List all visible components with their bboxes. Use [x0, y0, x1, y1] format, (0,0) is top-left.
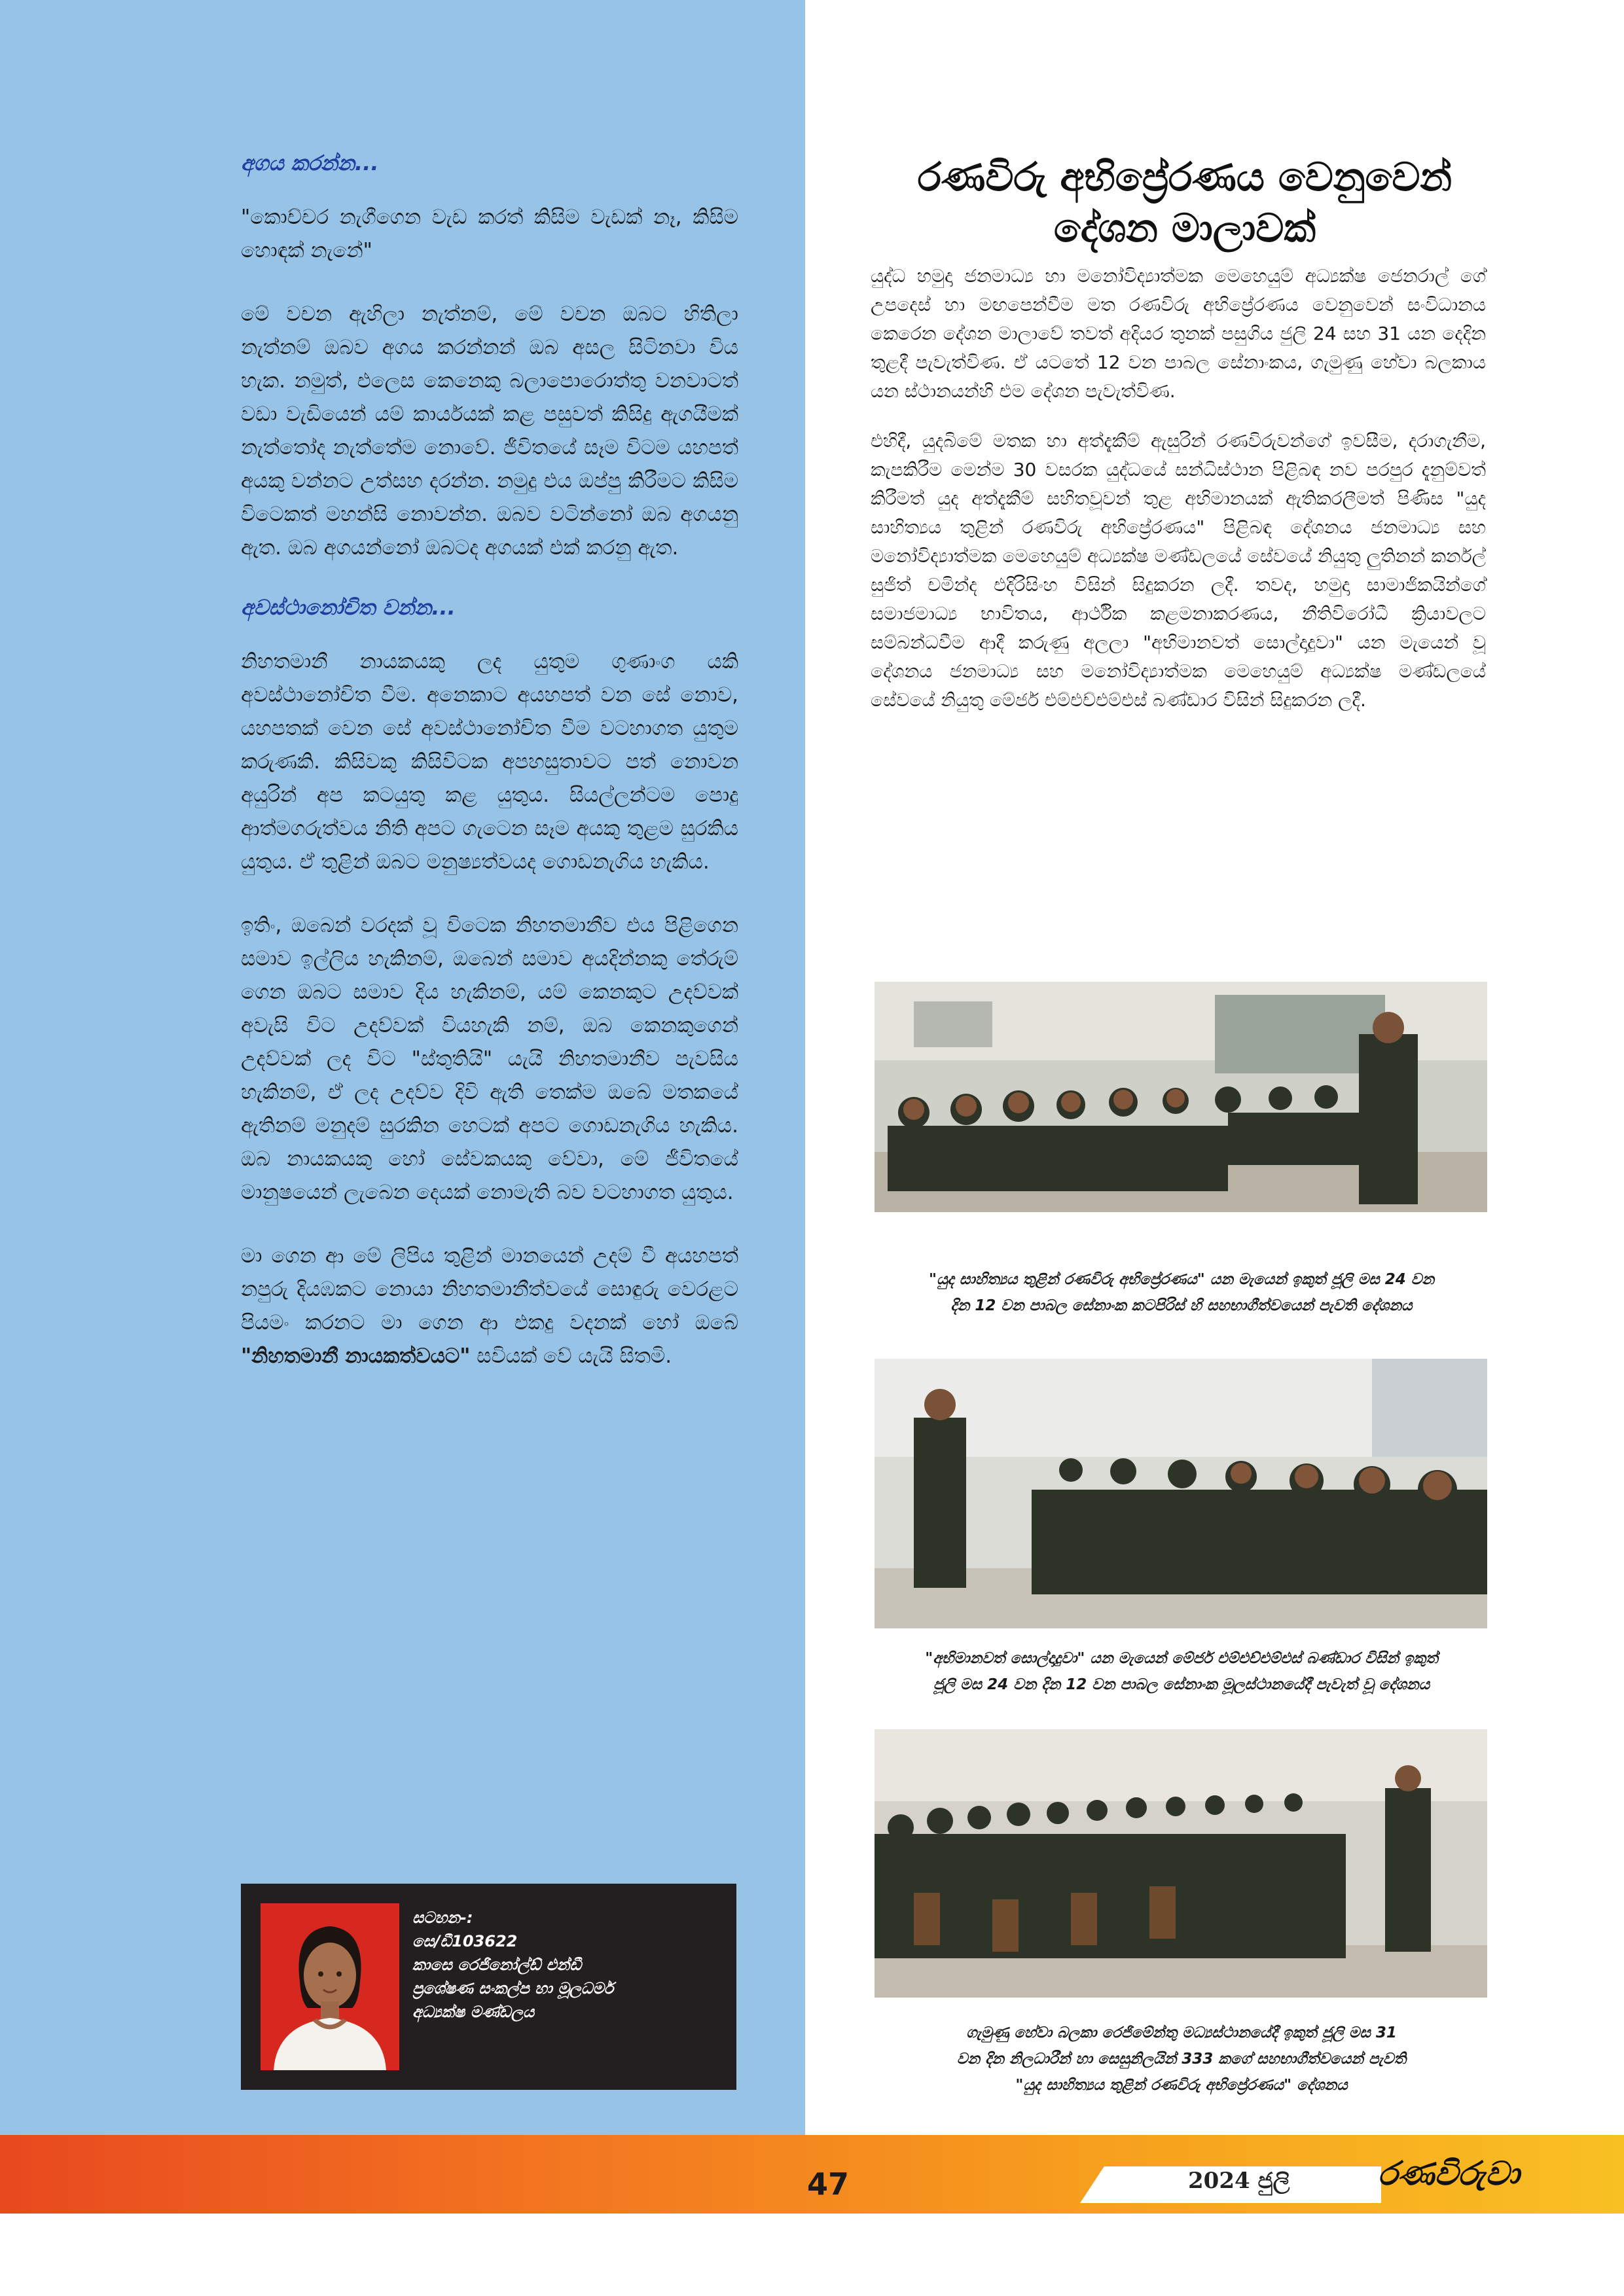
photo-2-caption-line-1: "අභිමානවත් සොල්දාදුවා" යන මැයෙන් මේජර් එම්එච්එම්එස් බණ්ඩාර විසින් ඉකුත් — [925, 1650, 1438, 1667]
author-box — [241, 1884, 736, 2090]
author-photo — [261, 1903, 399, 2070]
article-title-line-2: දේශන මාලාවක් — [1053, 206, 1316, 251]
photo-3-caption — [857, 2020, 1506, 2098]
article-title — [844, 152, 1525, 254]
author-info — [412, 1906, 613, 2024]
author-rank-name: කාසෙ රෙජිනෝල්ඩ් එන්ඩී — [412, 1956, 582, 1974]
lecture-photo-3 — [875, 1729, 1487, 1998]
author-id: සෙ/ඩී103622 — [412, 1932, 518, 1950]
closing-text-start: මා ගෙන ආ මේ ලිපිය තුළින් මානයෙන් උදම් වී අයහපත් නපුරු දියඹකට නොයා නිහතමානීත්වයේ සොඳුරු වෙරළට පියමං කරනට මා ගෙන ආ එකදු වදනක් හෝ ඔබේ — [241, 1244, 738, 1335]
page-number: 47 — [806, 2166, 849, 2202]
photo-3-caption-line-2: වන දින නිලධාරීන් හා සෙසුනිලයින් 333 කගේ සහභාගීත්වයෙන් පැවති — [956, 2051, 1407, 2068]
author-unit-line-1: ප්‍රශේෂණ සංකල්ප හා මූලධර්ම — [412, 1979, 614, 1998]
timely-paragraph-2: ඉතිං, ඔබෙන් වරදක් වූ විටෙක නිහතමානීව එය පිළිගෙන සමාව ඉල්ලිය හැකිනම්, ඔබෙන් සමාව අයදින්නකු තේරුම් ගෙන ඔබට සමාව දිය හැකිනම්, යම් කෙනකුට උදව්වක් අවැසි විට උදව්වක් වියහැකි නම්, ඔබ කෙනකුගෙන් උදව්වක් ලද විට "ස්තුතියි" යැයි නිහතමානීව පැවසිය හැකිනම්, ඒ ලද උදව්ව දිවි ඇති තෙක්ම ඔබේ මතකයේ ඇතිනම් මනුදම් සුරකින හෙටක් අපට ගොඩනැගිය හැකිය. ඔබ නායකයකු හෝ සේවකයකු වේවා, මේ ජීවිතයේ මානුෂයෙන් ලැබෙන දෙයක් නොමැති බව වටහාගත යුතුය. — [241, 914, 738, 1204]
quote-paragraph: "කොච්චර නැගීගෙන වැඩ කරත් කිසිම වැඩක් නෑ, කිසිම හොඳක් නැනේ" — [241, 206, 738, 262]
photo-1-caption-line-2: දින 12 වන පාබල සේනාංක කටපිරිස් හි සහභාගීත්වයෙන් පැවති දේශනය — [950, 1297, 1413, 1314]
lecture-paragraph-2: එහිදී, යුදබිමේ මතක හා අත්දැකීම් ඇසුරින් රණවිරුවන්ගේ ඉවසීම, දරාගැනීම, කැපකිරීම මෙන්ම 30 වසරක යුද්ධයේ සන්ධිස්ථාන පිළිබඳ නව පරපුර දැනුම්වත් කිරීමත් යුද අත්දැකීම් සහිතවූවන් තුළ අභිමානයක් ඇතිකරලීමත් පිණිස "යුද සාහිත්‍යය තුළින් රණවිරු අභිප්‍රේරණය" පිළිබඳ දේශනය ජනමාධ්‍ය සහ මනෝවිද්‍යාත්මක මෙහෙයුම් අධ්‍යක්ෂ මණ්ඩලයේ සේවයේ නියුතු ලුතිනන් කර්නල් සුජිත් චමින්ද එදිරිසිංහ විසින් සිදුකරන ලදී. තවද, හමුදා සාමාජිකයින්ගේ සමාජමාධ්‍ය භාවිතය, ආර්ථික කළමනාකරණය, නීතිවිරෝධී ක්‍රියාවලට සම්බන්ධවීම ආදී කරුණු අලලා "අභිමානවත් සොල්දාදුවා" යන මැයෙන් වූ දේශනය ජනමාධ්‍ය සහ මනෝවිද්‍යාත්මක මෙහෙයුම් අධ්‍යක්ෂ මණ්ඩලයේ සේවයේ නියුතු මේජර් එම්එච්එම්එස් බණ්ඩාර විසින් සිදුකරන ලදී. — [871, 430, 1486, 711]
photo-1-caption-line-1: "යුද සාහිත්‍යය තුළින් රණවිරු අභිප්‍රේරණය" යන මැයෙන් ඉකුත් ජූලි මස 24 වන — [929, 1271, 1434, 1288]
section-heading-timely: අවස්ථානෝචිත වන්න... — [241, 595, 456, 620]
lecture-photo-1 — [875, 982, 1487, 1212]
lecture-photo-2 — [875, 1359, 1487, 1628]
closing-text-end: සවියක් වේ යැයි සිතමි. — [470, 1344, 672, 1368]
author-unit-line-2: අධ්‍යක්ෂ මණ්ඩලය — [412, 2003, 535, 2021]
section-heading-appreciate: අගය කරන්න... — [241, 151, 379, 175]
photo-2-caption — [857, 1645, 1506, 1698]
right-article-column — [871, 262, 1486, 736]
timely-paragraph-1: නිහතමානී නායකයකු ලද යුතුම ගුණාංග යකි අවස්ථානෝචිත වීම. අනෙකාට අයහපත් වන සේ නොව, යහපතක් වෙන සේ අවස්ථානෝචිත වීම වටහාගත යුතුම කරුණකි. කිසිවකු කිසිවිටක අපහසුතාවට පත් නොවන අයුරින් අප කටයුතු කළ යුතුය. සියල්ලන්ටම පොදු ආත්මගරුත්වය නිති අපට ගැටෙන සෑම අයකු තුළම සුරකිය යුතුය. ඒ තුළින් ඔබට මනුෂ්‍යත්වයද ගොඩනැගිය හැකිය. — [241, 650, 738, 874]
photo-1-caption — [857, 1266, 1506, 1319]
author-label: සටහන-: — [412, 1909, 473, 1927]
left-article-column — [241, 151, 738, 1403]
magazine-brand: රණවිරුවා — [1378, 2155, 1520, 2193]
issue-date: 2024 ජුලි — [1188, 2168, 1290, 2194]
lecture-paragraph-1: යුද්ධ හමුදා ජනමාධ්‍ය හා මනෝවිද්‍යාත්මක මෙහෙයුම් අධ්‍යක්ෂ ජෙනරාල් ගේ උපදෙස් හා මඟපෙන්වීම මත රණවිරු අභිප්‍රේරණය වෙනුවෙන් සංවිධානය කෙරෙන දේශන මාලාවේ තවත් අදියර තුනක් පසුගිය ජුලි 24 සහ 31 යන දෙදින තුළදී පැවැත්විණ. ඒ යටතේ 12 වන පාබල සේනාංකය, ගැමුණු හේවා බලකාය යන ස්ථානයන්හි එම දේශන පැවැත්විණ. — [871, 265, 1486, 402]
photo-3-caption-line-1: ගැමුණු හේවා බලකා රෙජිමේන්තු මධ්‍යස්ථානයේදී ඉකුත් ජූලි මස 31 — [966, 2024, 1397, 2041]
photo-3-caption-line-3: "යුද සාහිත්‍යය තුළින් රණවිරු අභිප්‍රේරණය" දේශනය — [1015, 2077, 1348, 2094]
closing-text-bold: "නිහතමානී නායකත්වයට" — [241, 1344, 471, 1368]
lecture-hall-photo-1 — [875, 982, 1487, 1212]
photo-2-caption-line-2: ජූලි මස 24 වන දින 12 වන පාබල සේනාංක මූලස්ථානයේදී පැවැත් වූ දේශනය — [933, 1676, 1430, 1693]
author-portrait-illustration — [261, 1903, 399, 2070]
closing-paragraph — [241, 1240, 738, 1373]
appreciate-paragraph: මේ වචන ඇහිලා නැත්නම්, මේ වචන ඔබට හිතිලා නැත්නම් ඔබව අගය කරන්නන් ඔබ අසල සිටිනවා විය හැක. නමුත්, එලෙස කෙනෙකු බලාපොරොත්තු වනවාටත් වඩා වැඩියෙන් යම් කාර්යයක් කළ පසුවත් කිසිදු ඇගයීමක් නැත්තෝද නැත්තේම නොවේ. ජීවිතයේ සෑම විටම යහපත් අයකු වන්නට උත්සහ දරන්න. නමුදු එය ඔප්පු කිරීමට කිසිම විටෙකත් මහන්සි නොවන්න. ඔබව වටින්නෝ ඔබ අගයනු ඇත. ඔබ අගයන්නෝ ඔබටද අගයක් එක් කරනු ඇත. — [241, 302, 738, 560]
lecture-hall-photo-3 — [875, 1729, 1487, 1998]
lecture-hall-photo-2 — [875, 1359, 1487, 1628]
article-title-line-1: රණවිරු අභිප්‍රේරණය වෙනුවෙන් — [917, 154, 1453, 200]
